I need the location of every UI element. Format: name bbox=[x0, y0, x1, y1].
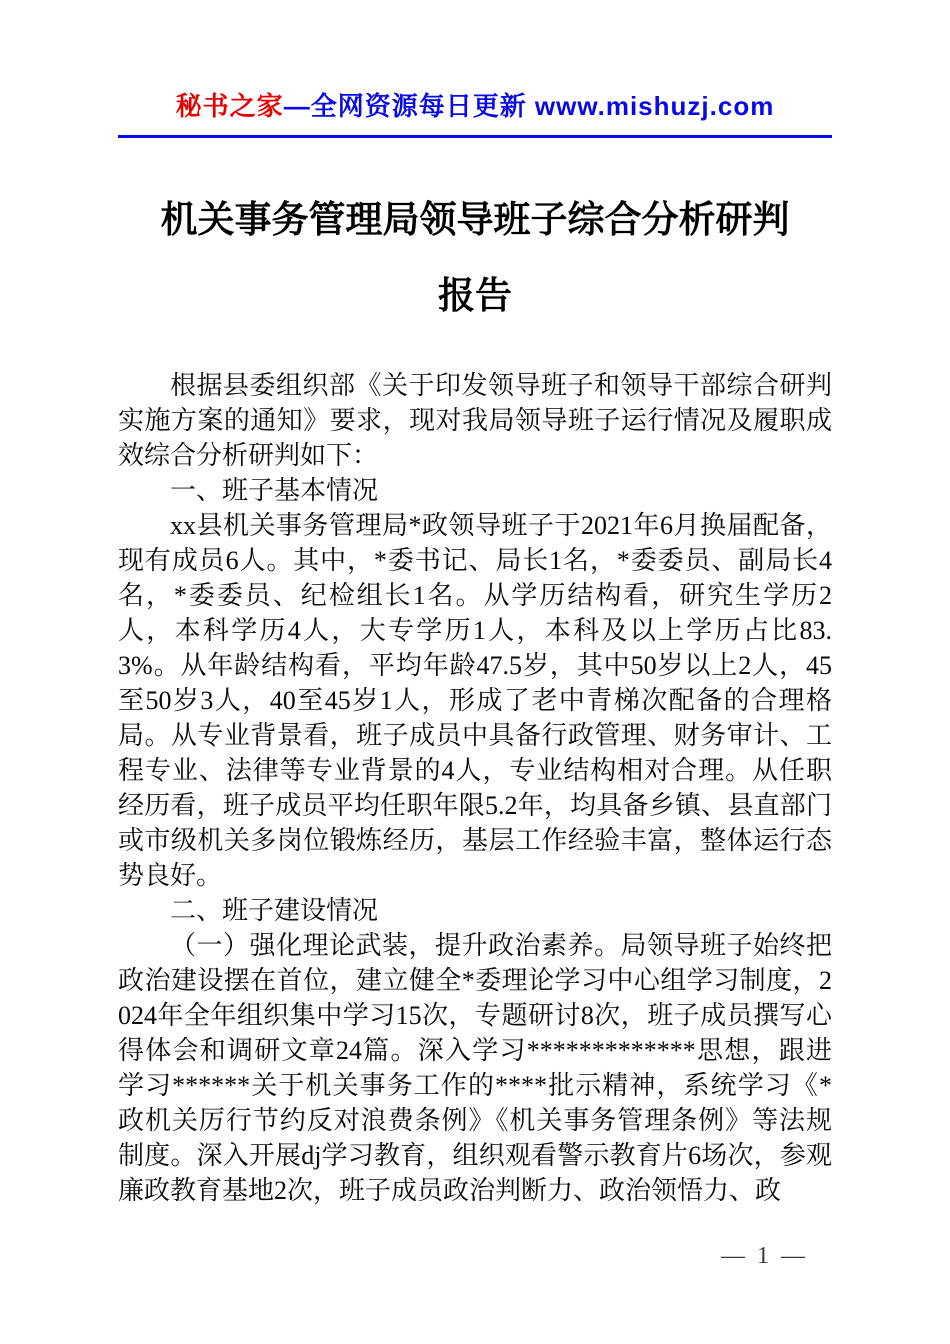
heading-section-2: 二、班子建设情况 bbox=[170, 896, 379, 925]
site-name: 秘书之家 bbox=[175, 91, 284, 121]
title-line-2: 报告 bbox=[438, 275, 512, 316]
document-header bbox=[118, 86, 832, 123]
page-number: — 1 — bbox=[721, 1243, 808, 1269]
heading-section-1: 一、班子基本情况 bbox=[170, 476, 379, 505]
title-line-1: 机关事务管理局领导班子综合分析研判 bbox=[160, 199, 790, 240]
header-divider bbox=[118, 135, 832, 138]
paragraph-section-1: xx县机关事务管理局*政领导班子于2021年6月换届配备，现有成员6人。其中，*委书记、局长1名，*委委员、副局长4名，*委委员、纪检组长1名。从学历结构看，研究生学历2人，本科学历4人，大专学历1人，本科及以上学历占比83.3%。从年龄结构看，平均年龄47.5岁，其中50岁以上2人，45至50岁3人，40至45岁1人，形成了老中青梯次配备的合理格局。从专业背景看，班子成员中具备行政管理、财务审计、工程专业、法律等专业背景的4人，专业结构相对合理。从任职经历看，班子成员平均任职年限5.2年，均具备乡镇、县直部门或市级机关多岗位锻炼经历，基层工作经验丰富，整体运行态势良好。 bbox=[118, 511, 832, 890]
paragraph-intro: 根据县委组织部《关于印发领导班子和领导干部综合研判实施方案的通知》要求，现对我局领导班子运行情况及履职成效综合分析研判如下： bbox=[118, 371, 832, 470]
paragraph-section-2: （一）强化理论武装，提升政治素养。局领导班子始终把政治建设摆在首位，建立健全*委理论学习中心组学习制度，2024年全年组织集中学习15次，专题研讨8次，班子成员撰写心得体会和调研文章24篇。深入学习*************思想，跟进学习******关于机关事务工作的****批示精神，系统学习《*政机关厉行节约反对浪费条例》《机关事务管理条例》等法规制度。深入开展dj学习教育，组织观看警示教育片6场次，参观廉政教育基地2次，班子成员政治判断力、政治领悟力、政 bbox=[118, 931, 832, 1205]
header-tagline: —全网资源每日更新 www.mishuzj.com bbox=[283, 91, 775, 121]
document-title bbox=[118, 182, 832, 334]
document-body bbox=[118, 368, 832, 1208]
